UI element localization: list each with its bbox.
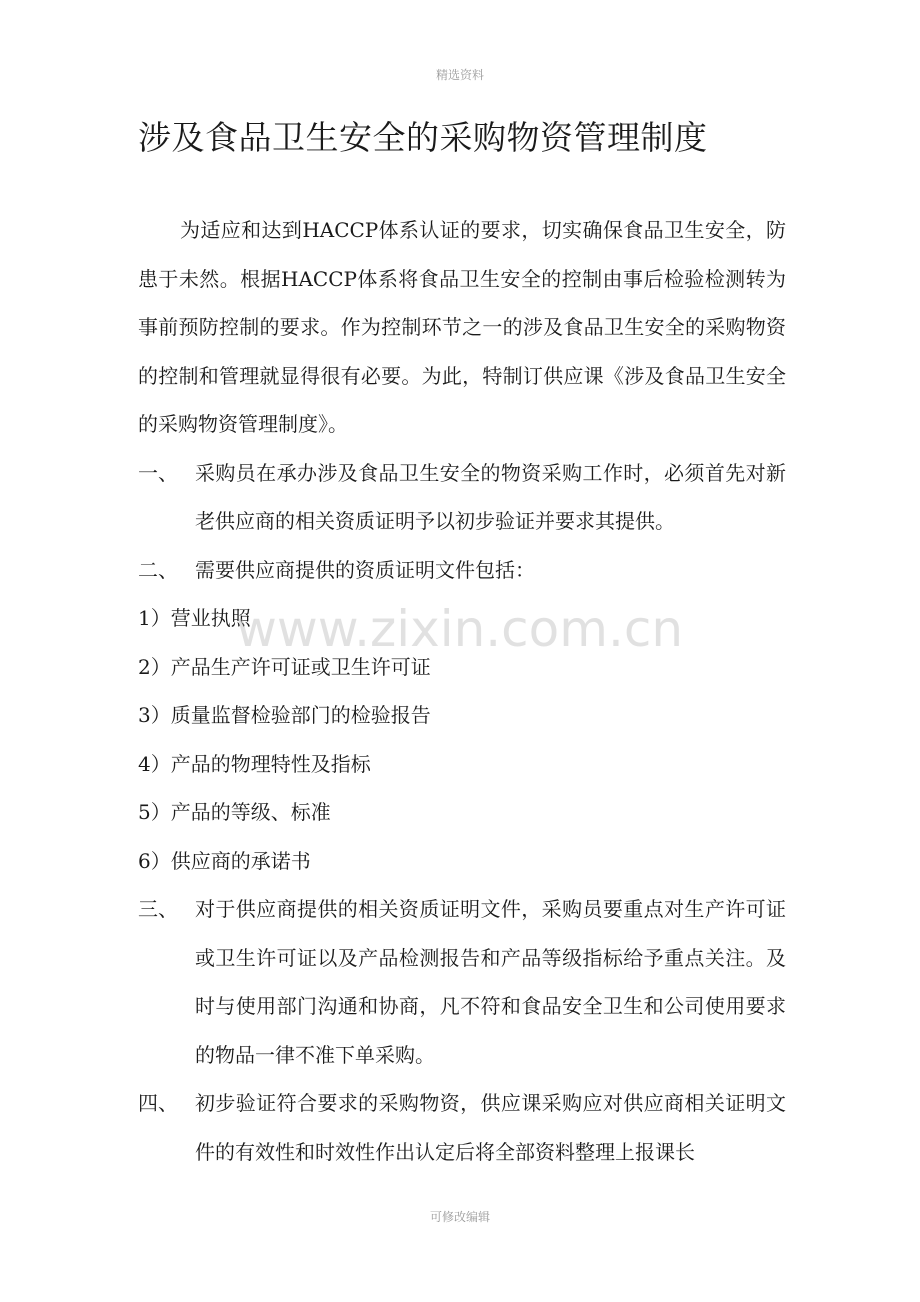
sub-list-item: 2）产品生产许可证或卫生许可证 — [138, 654, 431, 679]
document-title: 涉及食品卫生安全的采购物资管理制度 — [138, 118, 708, 157]
item-text: 需要供应商提供的资质证明文件包括： — [195, 557, 535, 582]
watermark: www.zixin.com.cn — [236, 600, 684, 658]
intro-paragraph: 为适应和达到HACCP体系认证的要求，切实确保食品卫生安全，防患于未然。根据HACCP体系将食品卫生安全的控制由事后检验检测转为事前预防控制的要求。作为控制环节之一的涉及食品卫生安全的采购物资的控制和管理就显得很有必要。为此，特制订供应课《涉及食品卫生安全的采购物资管理制度》。 — [138, 218, 786, 436]
item-text: 初步验证符合要求的采购物资，供应课采购应对供应商相关证明文件的有效性和时效性作出认定后将全部资料整理上报课长 — [195, 1091, 786, 1164]
item-number: 二、 — [138, 557, 178, 582]
list-item — [138, 885, 786, 1079]
page-header-note: 精选资料 — [435, 68, 484, 82]
item-number: 一、 — [138, 460, 178, 485]
item-number: 四、 — [138, 1091, 178, 1115]
item-number: 三、 — [138, 897, 178, 921]
item-text: 采购员在承办涉及食品卫生安全的物资采购工作时，必须首先对新老供应商的相关资质证明予以初步验证并要求其提供。 — [195, 460, 786, 533]
document-body — [138, 206, 786, 1176]
sub-list-item: 4）产品的物理特性及指标 — [138, 751, 371, 776]
page-footer-note: 可修改编辑 — [429, 1210, 490, 1224]
sub-list-item: 5）产品的等级、标准 — [138, 800, 331, 824]
sub-list-item: 1）营业执照 — [138, 606, 251, 630]
item-text: 对于供应商提供的相关资质证明文件，采购员要重点对生产许可证或卫生许可证以及产品检测报告和产品等级指标给予重点关注。及时与使用部门沟通和协商，凡不符和食品安全卫生和公司使用要求的物品一律不准下单采购。 — [195, 897, 786, 1067]
list-item — [138, 449, 786, 546]
sub-list-item: 6）供应商的承诺书 — [138, 848, 311, 873]
sub-list-item: 3）质量监督检验部门的检验报告 — [138, 703, 431, 727]
list-item — [138, 1079, 786, 1176]
list-item — [138, 546, 786, 595]
